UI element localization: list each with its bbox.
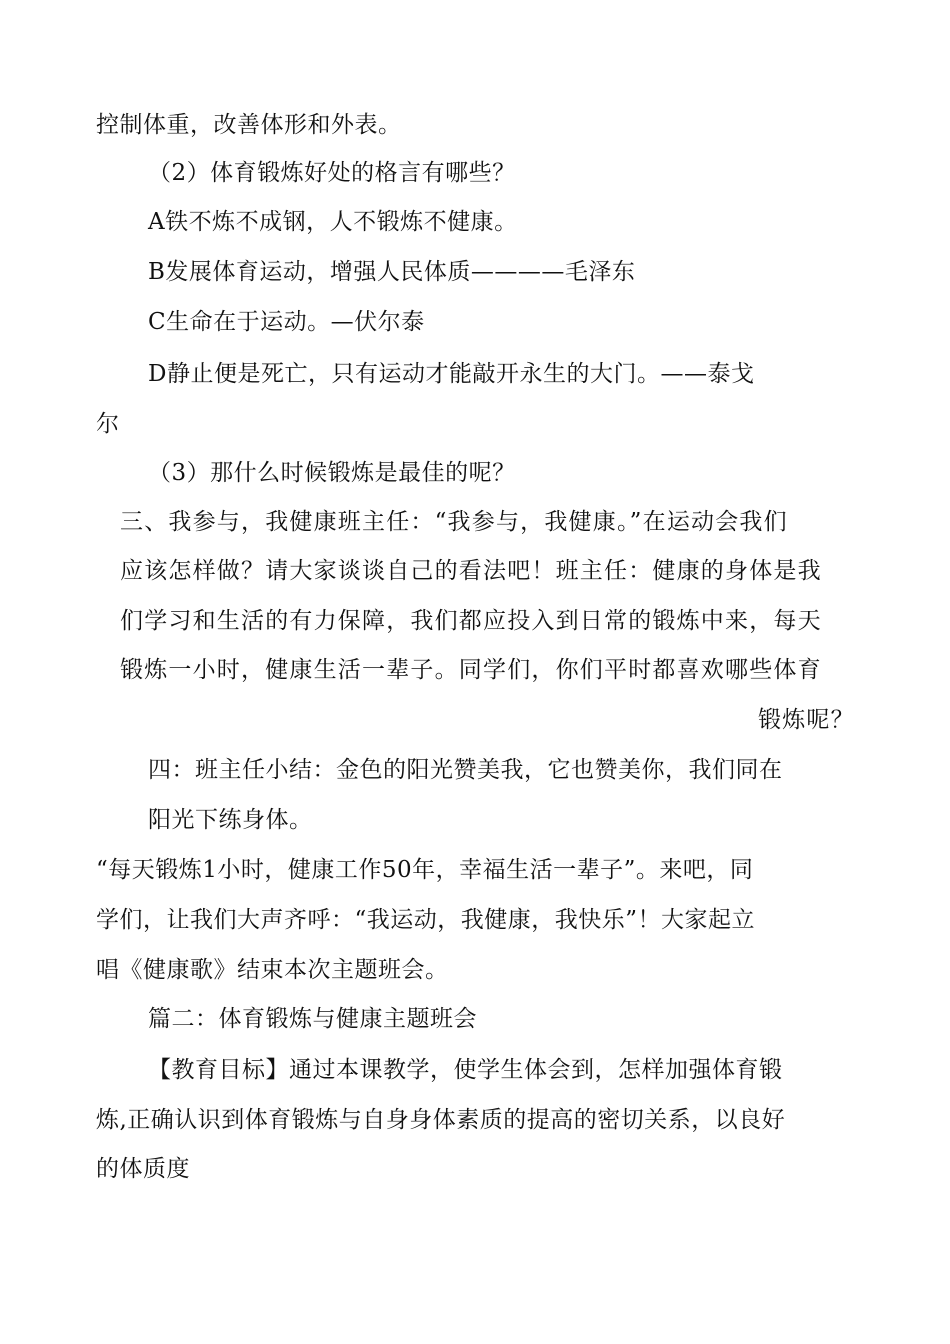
text-line: B发展体育运动，增强人民体质————毛泽东 xyxy=(148,259,636,285)
text-line: 应该怎样做？请大家谈谈自己的看法吧！班主任：健康的身体是我 xyxy=(120,558,822,584)
text-line: 阳光下练身体。 xyxy=(148,807,313,833)
text-line: 炼,正确认识到体育锻炼与自身身体素质的提高的密切关系，以良好 xyxy=(96,1107,786,1133)
text-line: 们学习和生活的有力保障，我们都应投入到日常的锻炼中来，每天 xyxy=(120,608,822,634)
text-line: “每天锻炼1小时，健康工作50年，幸福生活一辈子”。来吧，同 xyxy=(96,857,754,883)
text-line: 篇二：体育锻炼与健康主题班会 xyxy=(148,1006,477,1032)
text-line: 四：班主任小结：金色的阳光赞美我，它也赞美你，我们同在 xyxy=(148,757,783,783)
text-line: 锻炼呢？ xyxy=(758,707,855,733)
text-line: 锻炼一小时，健康生活一辈子。同学们，你们平时都喜欢哪些体育 xyxy=(120,657,822,683)
text-line: 三、我参与，我健康班主任：“我参与，我健康。”在运动会我们 xyxy=(120,509,788,535)
text-line: C生命在于运动。—伏尔泰 xyxy=(148,309,425,335)
text-line: D静止便是死亡，只有运动才能敲开永生的大门。——泰戈 xyxy=(148,361,755,387)
text-line: 控制体重，改善体形和外表。 xyxy=(96,112,402,138)
text-line: （2）体育锻炼好处的格言有哪些？ xyxy=(148,160,516,186)
text-line: （3）那什么时候锻炼是最佳的呢？ xyxy=(148,460,516,486)
text-line: 唱《健康歌》结束本次主题班会。 xyxy=(96,957,449,983)
text-line: 的体质度 xyxy=(96,1156,190,1182)
text-line: A铁不炼不成钢，人不锻炼不健康。 xyxy=(148,209,518,235)
text-line: 【教育目标】通过本课教学，使学生体会到，怎样加强体育锻 xyxy=(148,1057,783,1083)
text-line: 学们，让我们大声齐呼：“我运动，我健康，我快乐”！大家起立 xyxy=(96,907,756,933)
text-line: 尔 xyxy=(96,411,120,437)
